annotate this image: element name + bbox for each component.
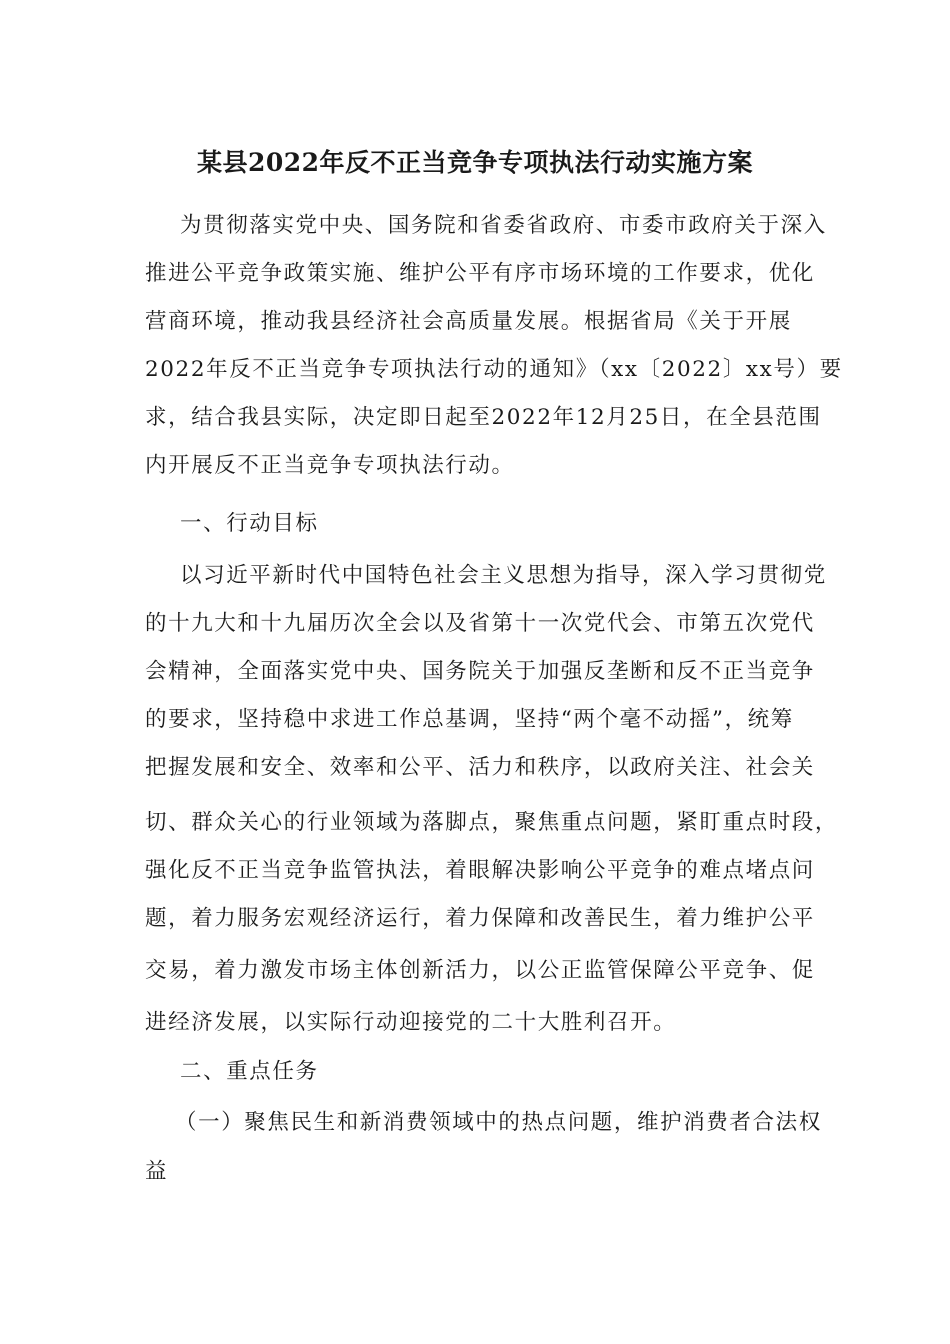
section1-line: 的要求，坚持稳中求进工作总基调，坚持“两个毫不动摇”，统筹 xyxy=(145,707,794,732)
section1-line: 题，着力服务宏观经济运行，着力保障和改善民生，着力维护公平 xyxy=(145,906,815,931)
intro-line: 营商环境，推动我县经济社会高质量发展。根据省局《关于开展 xyxy=(145,309,792,334)
section1-line: 切、群众关心的行业领域为落脚点，聚焦重点问题，紧盯重点时段， xyxy=(145,810,839,835)
intro-line: 内开展反不正当竞争专项执法行动。 xyxy=(145,453,515,478)
section1-line: 交易，着力激发市场主体创新活力，以公正监管保障公平竞争、促 xyxy=(145,958,815,983)
intro-line: 推进公平竞争政策实施、维护公平有序市场环境的工作要求，优化 xyxy=(145,261,815,286)
subsection1-line: 益 xyxy=(145,1159,169,1184)
section1-line: 的十九大和十九届历次全会以及省第十一次党代会、市第五次党代 xyxy=(145,611,815,636)
section-heading-key-tasks: 二、重点任务 xyxy=(180,1059,319,1084)
intro-line: 求，结合我县实际，决定即日起至2022年12月25日，在全县范围 xyxy=(145,405,822,430)
section-heading-objectives: 一、行动目标 xyxy=(180,511,319,536)
section1-line: 进经济发展，以实际行动迎接党的二十大胜利召开。 xyxy=(145,1010,677,1035)
section1-line: 强化反不正当竞争监管执法，着眼解决影响公平竞争的难点堵点问 xyxy=(145,858,815,883)
subsection1-line: （一）聚焦民生和新消费领域中的热点问题，维护消费者合法权 xyxy=(175,1110,822,1135)
section1-line: 把握发展和安全、效率和公平、活力和秩序，以政府关注、社会关 xyxy=(145,755,815,780)
document-title: 某县2022年反不正当竞争专项执法行动实施方案 xyxy=(196,148,754,177)
section1-line: 以习近平新时代中国特色社会主义思想为指导，深入学习贯彻党 xyxy=(180,563,827,588)
section1-line: 会精神，全面落实党中央、国务院关于加强反垄断和反不正当竞争 xyxy=(145,659,815,684)
intro-line: 2022年反不正当竞争专项执法行动的通知》（xx〔2022〕xx号）要 xyxy=(145,357,843,382)
intro-line: 为贯彻落实党中央、国务院和省委省政府、市委市政府关于深入 xyxy=(180,213,827,238)
